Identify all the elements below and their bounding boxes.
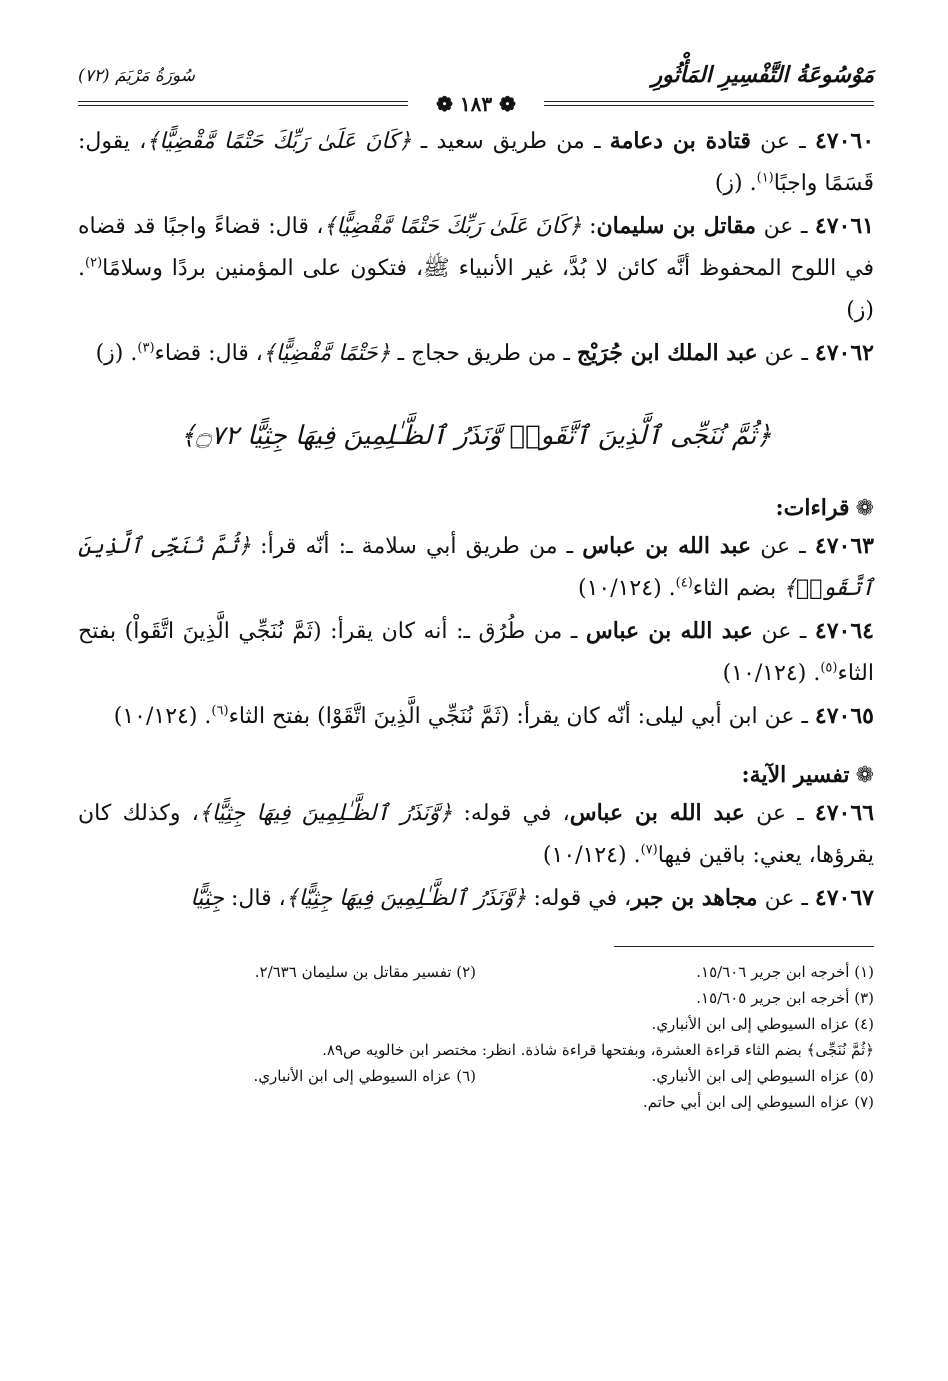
entry-number: ٤٧٠٦٣ [814, 533, 874, 559]
running-header [78, 62, 874, 120]
book-title: مَوْسُوعَةُ التَّفْسِيرِ المَأْثُورِ [651, 62, 874, 88]
entries-tafsir [78, 792, 874, 920]
source-tag: (ز) [95, 341, 124, 366]
narrator-name: مقاتل بن سليمان [596, 213, 757, 239]
narrator-name: عبد الله بن عباس [585, 618, 753, 644]
narration-entry: ٤٧٠٦٥ ـ عن ابن أبي ليلى: أنّه كان يقرأ: (ثَمَّ نُنَجِّي الَّذِينَ اتَّقَوْا) بفتح الثاء$^{(٦)}$. (١٠/١٢٤) [113, 703, 874, 729]
entries-qiraat [78, 525, 874, 738]
footnote-ref: (٦) [211, 703, 229, 719]
quran-quote: ﴿حَتْمًا مَّقْضِيًّا﴾ [262, 341, 391, 366]
surah-label: سُورَةُ مَرْيَمَ (٧٢) [78, 66, 196, 86]
footnotes [78, 959, 874, 1115]
narrator-name: مجاهد بن جبر [631, 885, 758, 911]
narrator-name: عبد الله بن عباس [582, 533, 752, 559]
footnote: ﴿ثُمَّ نُنَجِّى﴾ بضم الثاء قراءة العشرة، وبفتحها قراءة شاذة. انظر: مختصر ابن خالويه ص٨٩. [322, 1041, 874, 1059]
header-rule [78, 92, 874, 116]
footnote: (٦) عزاه السيوطي إلى ابن الأنباري. [253, 1067, 476, 1085]
quran-quote: ﴿كَانَ عَلَىٰ رَبِّكَ حَتْمًا مَّقْضِيًّا﴾ [323, 214, 582, 239]
quran-quote: ﴿وَّنَذَرُ ٱلظَّـٰلِمِينَ فِيهَا جِثِيًّا﴾ [285, 886, 527, 911]
section-heading-qiraat: ❁قراءات: [775, 495, 874, 521]
footnote-ref: (٥) [820, 660, 838, 676]
flower-icon: ❁ [855, 763, 874, 788]
source-tag: (ز) [714, 171, 743, 196]
footnote-ref: (٣) [137, 340, 155, 356]
page-number: ❁ ١٨٣ ❁ [428, 92, 524, 116]
quran-verse: ﴿ثُمَّ نُنَجِّى ٱلَّذِينَ ٱتَّقَوا۟ وَّنَذَرُ ٱلظَّـٰلِمِينَ فِيهَا جِثِيًّا ۝٧٢﴾ [180, 421, 772, 451]
flower-icon: ❁ [855, 496, 874, 521]
page [78, 62, 874, 1115]
entry-number: ٤٧٠٦٢ [814, 340, 874, 366]
narration-entry: ٤٧٠٦٤ ـ عن عبد الله بن عباس ـ من طُرُق ـ: أنه كان يقرأ: (ثَمَّ نُنَجِّي الَّذِينَ اتَّقَواْ) بفتح الثاء$^{(٥)}$. (١٠/١٢٤) [78, 618, 874, 686]
narration-entry: ٤٧٠٦٢ ـ عن عبد الملك ابن جُرَيْج ـ من طريق حجاج ـ ﴿حَتْمًا مَّقْضِيًّا﴾، قال: قضاء$^{(٣)}$. (ز) [95, 340, 874, 366]
footnote: (٥) عزاه السيوطي إلى ابن الأنباري. [651, 1067, 874, 1085]
source-tag: (ز) [846, 298, 874, 323]
footnote: (٢) تفسير مقاتل بن سليمان ٢/٦٣٦. [254, 963, 476, 981]
entry-number: ٤٧٠٦٧ [814, 885, 874, 911]
narration-entry: ٤٧٠٦٧ ـ عن مجاهد بن جبر، في قوله: ﴿وَّنَذَرُ ٱلظَّـٰلِمِينَ فِيهَا جِثِيًّا﴾، قال: جِثِيًّا [190, 885, 874, 911]
entry-number: ٤٧٠٦٥ [814, 703, 874, 729]
quran-quote: جِثِيًّا [190, 886, 225, 911]
quran-quote: ﴿كَانَ عَلَىٰ رَبِّكَ حَتْمًا مَّقْضِيًّا﴾ [146, 129, 412, 154]
footnote-ref: (١) [756, 170, 774, 186]
footnote: (١) أخرجه ابن جرير ١٥/٦٠٦. [696, 963, 874, 981]
narration-entry: ٤٧٠٦٠ ـ عن قتادة بن دعامة ـ من طريق سعيد ـ ﴿كَانَ عَلَىٰ رَبِّكَ حَتْمًا مَّقْضِيًّا﴾، يقول: قَسَمًا واجبًا$^{(١)}$. (ز) [78, 128, 875, 196]
quran-quote: ﴿وَّنَذَرُ ٱلظَّـٰلِمِينَ فِيهَا جِثِيًّا﴾ [198, 801, 453, 826]
narrator-name: عبد الملك ابن جُرَيْج [576, 340, 758, 366]
entry-number: ٤٧٠٦١ [814, 213, 874, 239]
narration-entry: ٤٧٠٦٣ ـ عن عبد الله بن عباس ـ من طريق أبي سلامة ـ: أنّه قرأ: ﴿ثُمَّ نُنَجِّى ٱلَّذِينَ ٱتَّقَوا۟﴾ بضم الثاء$^{(٤)}$. (١٠/١٢٤) [78, 533, 874, 601]
entry-number: ٤٧٠٦٤ [814, 618, 874, 644]
footnote-ref: (٢) [85, 255, 103, 271]
source-tag: (١٠/١٢٤) [722, 661, 807, 686]
footnote: (٧) عزاه السيوطي إلى ابن أبي حاتم. [642, 1093, 874, 1111]
source-tag: (١٠/١٢٤) [577, 576, 662, 601]
footnote: (٣) أخرجه ابن جرير ١٥/٦٠٥. [696, 989, 874, 1007]
entries-top [78, 120, 874, 375]
entry-number: ٤٧٠٦٠ [814, 128, 875, 154]
footnote: (٤) عزاه السيوطي إلى ابن الأنباري. [651, 1015, 874, 1033]
footnote-ref: (٤) [675, 575, 693, 591]
narrator-name: عبد الله بن عباس [569, 800, 745, 826]
narration-entry: ٤٧٠٦٦ ـ عن عبد الله بن عباس، في قوله: ﴿وَّنَذَرُ ٱلظَّـٰلِمِينَ فِيهَا جِثِيًّا﴾، وكذلك كان يقرؤها، يعني: باقين فيها$^{(٧)}$. (١٠/١٢٤) [78, 800, 875, 868]
footnote-divider [614, 946, 874, 947]
narration-entry: ٤٧٠٦١ ـ عن مقاتل بن سليمان: ﴿كَانَ عَلَىٰ رَبِّكَ حَتْمًا مَّقْضِيًّا﴾، قال: قضاءً واجبًا قد قضاه في اللوح المحفوظ أنَّه كائن لا بُدَّ، غير الأنبياء ﷺ، فتكون على المؤمنين بردًا وسلامًا$^{(٢)}$. (ز) [78, 213, 874, 323]
source-tag: (١٠/١٢٤) [113, 704, 198, 729]
footnote-ref: (٧) [640, 842, 658, 858]
quran-quote: ﴿ثُمَّ نُنَجِّى ٱلَّذِينَ ٱتَّقَوا۟﴾ [78, 534, 874, 601]
section-heading-tafsir: ❁تفسير الآية: [741, 762, 874, 788]
narrator-name: قتادة بن دعامة [609, 128, 751, 154]
source-tag: (١٠/١٢٤) [542, 843, 627, 868]
entry-number: ٤٧٠٦٦ [814, 800, 875, 826]
